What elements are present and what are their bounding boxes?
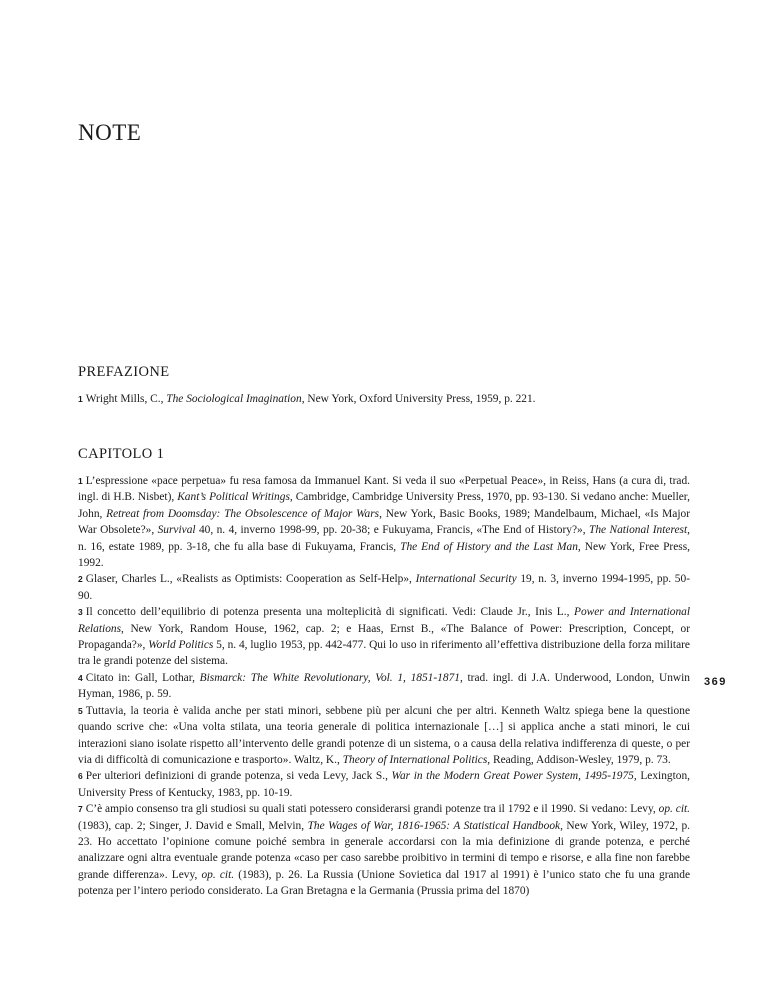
page-title: NOTE <box>78 120 142 145</box>
footnote-title: The National Interest <box>588 524 688 537</box>
footnote-text: 5, n. 4, luglio 1953, pp. 442-477. Qui lo uso in riferimento all’effettiva distribuzione della forza militare tra le grandi potenze del sistema. <box>78 639 690 668</box>
footnote-text: (1983), cap. 2; Singer, J. David e Small, Melvin, <box>78 819 308 832</box>
footnote-text: , New York, Oxford University Press, 1959, p. 221. <box>301 393 536 405</box>
footnote-text: (1983), p. 26. La Russia (Unione Sovietica dal 1917 al 1991) è l’unico stato che fu una grande potenza per l’intero periodo considerato. La Gran Bretagna e la Germania (Prussia prima del 1870) <box>78 868 690 898</box>
footnote-number: 3 <box>78 607 83 618</box>
footnote-text: Citato in: Gall, Lothar, <box>85 671 200 684</box>
footnote-text: Glaser, Charles L., «Realists as Optimists: Cooperation as Self-Help», <box>85 573 416 586</box>
footnote-title: Kant’s Political Writings <box>177 491 290 504</box>
footnote-text: , trad. ingl. di J.A. Underwood, London, Unwin Hyman, 1986, p. 59. <box>78 671 690 701</box>
page-number: 369 <box>704 676 727 688</box>
footnote-title: The Wages of War, 1816-1965: A Statistical Handbook <box>307 819 561 832</box>
footnote-text: Tuttavia, la teoria è valida anche per stati minori, sebbene più per alcuni che per altri. Kenneth Waltz spiega bene la questione quando scrive che: «Una volta stilata, una teoria generale di politica internazionale […] si applica anche a stati minori, le cui interazioni siano isolate rispetto all’intervento delle grandi potenze di un sistema, o a causa della relativa indifferenza di queste, o per via di difficoltà di comunicazione e trasporto». Waltz, K., <box>78 704 690 766</box>
footnote-text: , n. 16, estate 1989, pp. 3-18, che fu alla base di Fukuyama, Francis, <box>78 524 690 553</box>
footnote-title: Survival <box>157 524 196 537</box>
notes-list <box>78 473 690 900</box>
footnote-text: C’è ampio consenso tra gli studiosi su quali stati potessero considerarsi grandi potenze tra il 1792 e il 1990. Si vedano: Levy, <box>85 803 659 816</box>
section-heading: PREFAZIONE <box>78 364 170 380</box>
section-heading: CAPITOLO 1 <box>78 446 165 462</box>
footnote-text: 19, n. 3, inverno 1994-1995, pp. 50-90. <box>78 573 690 602</box>
footnote <box>78 473 690 571</box>
footnote-text: , New York, Free Press, 1992. <box>78 540 690 570</box>
footnote-text: 40, n. 4, inverno 1998-99, pp. 20-38; e Fukuyama, Francis, «The End of History?», <box>195 524 589 537</box>
footnote-text: , New York, Basic Books, 1989; Mandelbaum, Michael, «Is Major War Obsolete?», <box>78 507 690 537</box>
footnote-title: World Politics <box>148 639 214 652</box>
footnote-number: 1 <box>78 476 83 486</box>
footnote-title: The End of History and the Last Man <box>400 540 578 553</box>
footnote-title: Bismarck: The White Revolutionary, Vol. 1, 1851-1871 <box>199 671 460 684</box>
footnote-text: L’espressione «pace perpetua» fu resa famosa da Immanuel Kant. Si veda il suo «Perpetual Peace», in Reiss, Hans (a cura di, trad. ingl. di H.B. Nisbet), <box>78 475 690 504</box>
footnote-title: International Security <box>415 573 517 586</box>
footnote <box>78 604 690 670</box>
footnote-text: Il concetto dell’equilibrio di potenza presenta una molteplicità di significati. Vedi: Claude Jr., Inis L., <box>85 606 574 619</box>
footnote-number: 6 <box>78 771 83 782</box>
footnote-title: op. cit. <box>201 868 235 881</box>
footnote-text: , New York, Random House, 1962, cap. 2; e Haas, Ernst B., «The Balance of Power: Prescription, Concept, or Propaganda?», <box>78 622 690 652</box>
footnote <box>78 801 690 899</box>
footnote-title: The Sociological Imagination <box>166 393 302 405</box>
footnote-title: op. cit. <box>658 803 690 816</box>
footnote-number: 5 <box>78 705 83 716</box>
footnote-number: 2 <box>78 574 83 585</box>
footnote <box>78 391 690 407</box>
footnote-title: Power and International Relations <box>78 606 690 635</box>
footnote <box>78 670 690 703</box>
footnote-number: 1 <box>78 394 83 404</box>
footnote-number: 4 <box>78 672 83 683</box>
footnote-text: , Reading, Addison-Wesley, 1979, p. 73. <box>487 753 671 766</box>
footnote-text: Per ulteriori definizioni di grande potenza, si veda Levy, Jack S., <box>85 770 392 783</box>
footnote-text: , New York, Wiley, 1972, p. 23. Ho accettato l’opinione comune poiché sembra in generale accordarsi con la mia definizione di grande potenza, e perché analizzare ogni altra eventuale grande potenza «caso per caso sarebbe proibitivo in termini di tempo e risorse, e alla fine non farebbe grande differenza». Levy, <box>78 819 690 881</box>
footnote-title: War in the Modern Great Power System, 1495-1975 <box>391 770 634 783</box>
section-capitolo-1 <box>78 446 690 900</box>
footnote <box>78 768 690 801</box>
footnote-text: , Cambridge, Cambridge University Press, 1970, pp. 93-130. Si vedano anche: Mueller, John, <box>78 491 690 520</box>
footnote-number: 7 <box>78 804 83 815</box>
footnote <box>78 703 690 769</box>
footnote <box>78 571 690 604</box>
footnote-title: Theory of International Politics <box>342 753 488 766</box>
notes-list <box>78 391 690 407</box>
footnote-text: , Lexington, University Press of Kentucky, 1983, pp. 10-19. <box>78 770 690 799</box>
footnote-text: Wright Mills, C., <box>85 393 167 405</box>
footnote-title: Retreat from Doomsday: The Obsolescence of Major Wars <box>106 507 380 520</box>
section-prefazione <box>78 364 690 407</box>
